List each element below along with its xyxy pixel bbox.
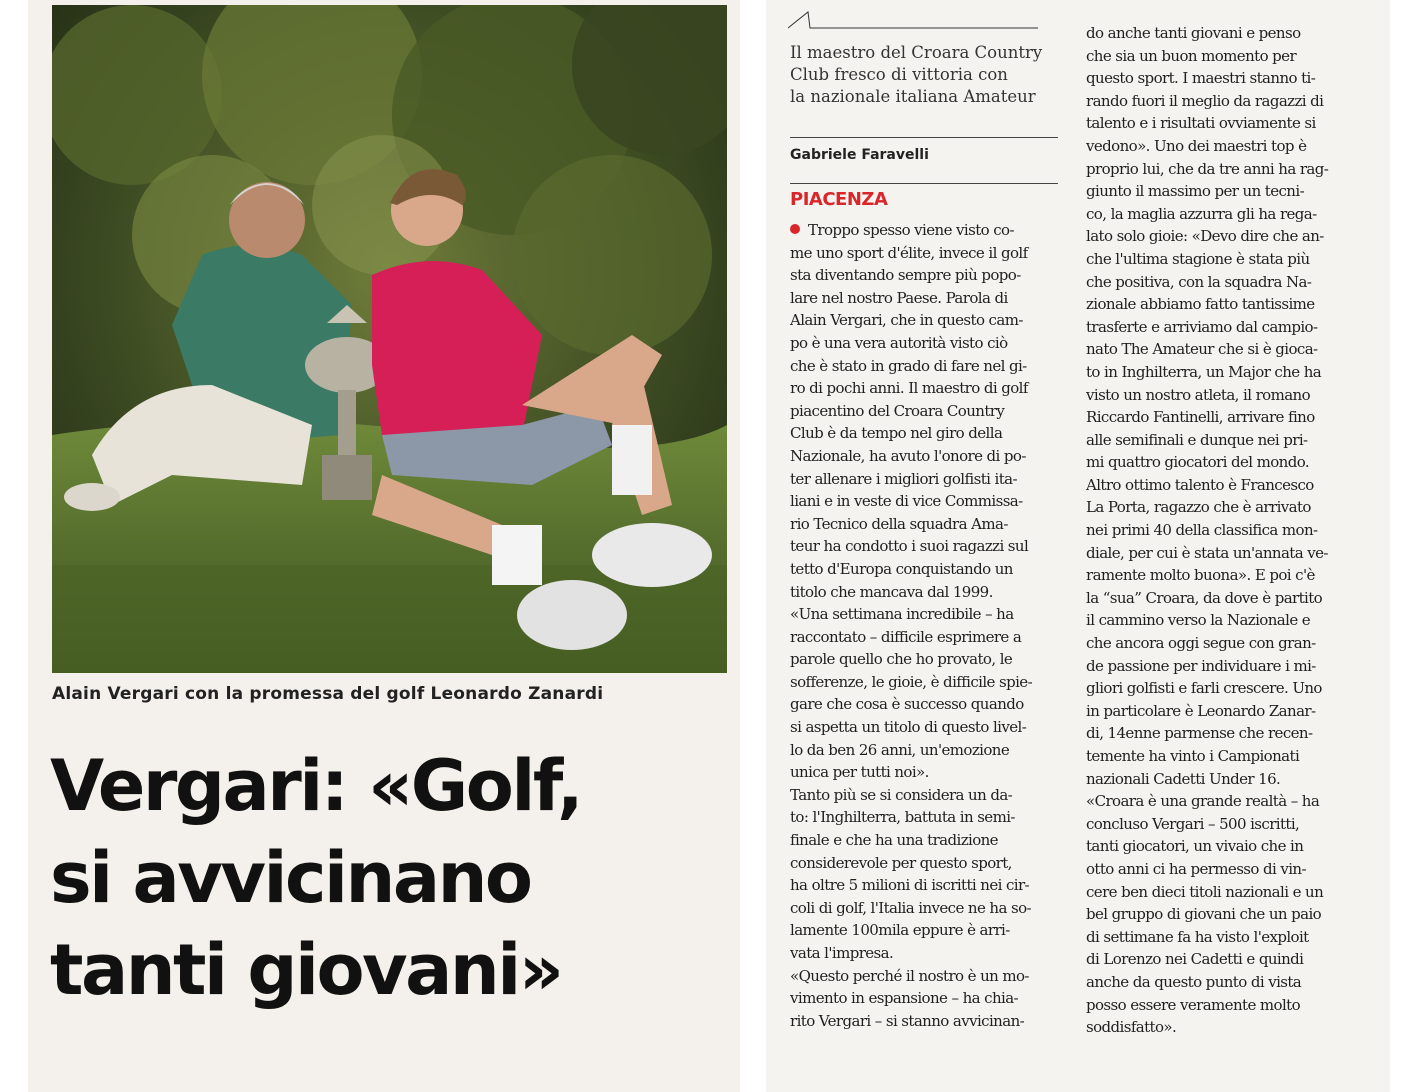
- text-line: [790, 965, 1065, 988]
- photo-caption: Alain Vergari con la promessa del golf Leonardo Zanardi: [52, 684, 604, 704]
- text-line: [1086, 700, 1366, 723]
- text-line: [790, 513, 1065, 536]
- text-line-content: proprio lui, che da tre anni ha rag-: [1086, 159, 1329, 178]
- text-line-content: lamente 100mila eppure è arri-: [790, 921, 1010, 940]
- text-line: [1086, 587, 1366, 610]
- text-line-content: diale, per cui è stata un'annata ve-: [1086, 543, 1328, 562]
- dateline: PIACENZA: [790, 189, 888, 210]
- text-line: [790, 287, 1065, 310]
- text-line-content: cere ben dieci titoli nazionali e un: [1086, 882, 1324, 901]
- text-line-content: lare nel nostro Paese. Parola di: [790, 288, 1008, 307]
- headline-line-1: Vergari: «Golf,: [50, 745, 582, 827]
- text-line-content: Nazionale, ha avuto l'onore di po-: [790, 446, 1026, 465]
- text-line-content: temente ha vinto i Campionati: [1086, 747, 1300, 765]
- text-line: [1086, 429, 1366, 452]
- text-line-content: liani e in veste di vice Commissa-: [790, 492, 1023, 511]
- text-line: [1086, 474, 1366, 497]
- text-line-content: che ancora oggi segue con gran-: [1086, 634, 1316, 653]
- text-line: [1086, 384, 1366, 407]
- text-line-content: La Porta, ragazzo che è arrivato: [1086, 498, 1311, 517]
- text-line: [1086, 881, 1366, 904]
- text-line: [1086, 768, 1366, 791]
- text-line-content: titolo che mancava dal 1999.: [790, 582, 993, 601]
- text-line-content: de passione per individuare i mi-: [1086, 656, 1316, 675]
- text-line-content: nazionali Cadetti Under 16.: [1086, 769, 1281, 788]
- text-line: [1086, 609, 1366, 632]
- text-line: [1086, 203, 1366, 226]
- text-line-content: tanti giocatori, un vivaio che in: [1086, 837, 1304, 856]
- text-line: [1086, 225, 1366, 248]
- text-line: [790, 355, 1065, 378]
- text-line: [1086, 677, 1366, 700]
- text-line: [790, 671, 1065, 694]
- text-line-content: vimento in espansione – ha chia-: [790, 989, 1019, 1008]
- article-subhead: [790, 42, 1060, 108]
- text-line: [790, 264, 1065, 287]
- text-line: [1086, 158, 1366, 181]
- text-line: [1086, 135, 1366, 158]
- text-line: [1086, 858, 1366, 881]
- text-line: [790, 829, 1065, 852]
- text-line-content: lo da ben 26 anni, un'emozione: [790, 740, 1010, 759]
- text-line-content: gliori golfisti e farli crescere. Uno: [1086, 679, 1322, 698]
- text-line-content: talento e i risultati ovviamente si: [1086, 114, 1316, 133]
- text-line-content: il cammino verso la Nazionale e: [1086, 611, 1311, 630]
- text-line-content: posso essere veramente molto: [1086, 995, 1301, 1014]
- text-line-content: questo sport. I maestri stanno ti-: [1086, 69, 1316, 88]
- divider-rule: [790, 137, 1058, 138]
- text-line-content: nei primi 40 della classifica mon-: [1086, 521, 1318, 540]
- text-line: [790, 806, 1065, 829]
- text-line-content: sta diventando sempre più popo-: [790, 266, 1021, 285]
- subhead-line-1: Il maestro del Croara Country: [790, 43, 1043, 62]
- text-line: [1086, 180, 1366, 203]
- text-line-content: po è una vera autorità visto ciò: [790, 333, 1008, 352]
- page-gutter: [748, 0, 766, 1092]
- text-line: [790, 761, 1065, 784]
- text-line: [1086, 745, 1366, 768]
- text-line-content: di, 14enne parmense che recen-: [1086, 724, 1313, 743]
- text-line: [790, 942, 1065, 965]
- text-line: [790, 1010, 1065, 1033]
- text-line-content: bel gruppo di giovani che un paio: [1086, 905, 1322, 924]
- article-column-2: [1086, 22, 1366, 1039]
- text-line: [790, 400, 1065, 423]
- text-line-content: che sia un buon momento per: [1086, 46, 1297, 65]
- top-rule-mark: [788, 8, 1038, 30]
- text-line-content: co, la maglia azzurra gli ha rega-: [1086, 204, 1317, 223]
- text-line-content: Altro ottimo talento è Francesco: [1086, 475, 1314, 494]
- text-line-content: otto anni ci ha permesso di vin-: [1086, 859, 1306, 878]
- text-line-content: in particolare è Leonardo Zanar-: [1086, 701, 1316, 720]
- text-line-content: finale e che ha una tradizione: [790, 831, 998, 850]
- text-line-content: di settimane fa ha visto l'exploit: [1086, 927, 1309, 946]
- text-line: [790, 490, 1065, 513]
- text-line-content: alle semifinali e dunque nei pri-: [1086, 430, 1308, 449]
- text-line: [1086, 564, 1366, 587]
- text-line: [1086, 90, 1366, 113]
- text-line: [790, 558, 1065, 581]
- text-line-content: di Lorenzo nei Cadetti e quindi: [1086, 950, 1304, 969]
- text-line-content: ramente molto buona». E poi c'è: [1086, 566, 1315, 585]
- text-line: [790, 739, 1065, 762]
- text-line-content: trasferte e arriviamo dal campio-: [1086, 317, 1318, 336]
- text-line-content: si aspetta un titolo di questo livel-: [790, 718, 1027, 737]
- text-line: [790, 242, 1065, 265]
- text-line: [1086, 451, 1366, 474]
- text-line: [1086, 519, 1366, 542]
- text-line: [1086, 926, 1366, 949]
- text-line: [790, 468, 1065, 491]
- text-line-content: Alain Vergari, che in questo cam-: [790, 311, 1023, 330]
- bullet-icon: [790, 224, 800, 234]
- text-line-content: che positiva, con la squadra Na-: [1086, 272, 1312, 291]
- text-line-content: vata l'impresa.: [790, 944, 894, 962]
- text-line-content: «Una settimana incredibile – ha: [790, 605, 1014, 624]
- subhead-line-2: Club fresco di vittoria con: [790, 65, 1008, 84]
- text-line-content: parole quello che ho provato, le: [790, 650, 1013, 669]
- text-line-content: anche da questo punto di vista: [1086, 972, 1302, 991]
- text-line: [1086, 45, 1366, 68]
- text-line-content: visto un nostro atleta, il romano: [1086, 385, 1311, 404]
- text-line-content: do anche tanti giovani e penso: [1086, 24, 1301, 42]
- text-line-content: ro di pochi anni. Il maestro di golf: [790, 379, 1028, 398]
- text-line-content: lato solo gioie: «Devo dire che an-: [1086, 227, 1324, 246]
- article-headline: [50, 740, 740, 1016]
- text-line: [790, 626, 1065, 649]
- text-line-content: piacentino del Croara Country: [790, 401, 1005, 420]
- text-line: [1086, 293, 1366, 316]
- text-line-content: soddisfatto».: [1086, 1018, 1177, 1037]
- text-line-content: Tanto più se si considera un da-: [790, 785, 1013, 804]
- text-line-content: me uno sport d'élite, invece il golf: [790, 243, 1028, 262]
- text-line-content: gare che cosa è successo quando: [790, 695, 1024, 714]
- text-line: [790, 309, 1065, 332]
- text-line: [1086, 112, 1366, 135]
- text-line: [1086, 316, 1366, 339]
- text-line-content: Troppo spesso viene visto co-: [808, 221, 1014, 239]
- text-line-content: ha oltre 5 milioni di iscritti nei cir-: [790, 876, 1030, 895]
- text-line-content: considerevole per questo sport,: [790, 853, 1012, 872]
- text-line: [1086, 994, 1366, 1017]
- text-line: [1086, 67, 1366, 90]
- text-line-content: tetto d'Europa conquistando un: [790, 559, 1013, 578]
- byline: Gabriele Faravelli: [790, 147, 929, 163]
- text-line: [1086, 948, 1366, 971]
- text-line: [790, 535, 1065, 558]
- text-line: [790, 919, 1065, 942]
- text-line: [1086, 542, 1366, 565]
- text-line: [790, 987, 1065, 1010]
- article-column-1: [790, 219, 1065, 1032]
- text-line-content: la “sua” Croara, da dove è partito: [1086, 588, 1323, 607]
- text-line-content: «Questo perché il nostro è un mo-: [790, 966, 1029, 985]
- text-line: [790, 648, 1065, 671]
- headline-line-2: si avvicinano: [50, 837, 531, 919]
- text-line: [1086, 722, 1366, 745]
- text-line: [790, 332, 1065, 355]
- text-line: [1086, 790, 1366, 813]
- text-line: [790, 784, 1065, 807]
- text-line-content: che è stato in grado di fare nel gi-: [790, 356, 1027, 375]
- text-line: [1086, 1016, 1366, 1039]
- text-line: [1086, 632, 1366, 655]
- divider-rule: [790, 183, 1058, 184]
- text-line-content: che l'ultima stagione è stata più: [1086, 249, 1310, 268]
- subhead-line-3: la nazionale italiana Amateur: [790, 87, 1036, 106]
- text-line-content: to: l'Inghilterra, battuta in semi-: [790, 808, 1015, 827]
- text-line: [790, 897, 1065, 920]
- headline-line-3: tanti giovani»: [50, 929, 562, 1011]
- text-line: [790, 693, 1065, 716]
- text-line-content: zionale abbiamo fatto tantissime: [1086, 295, 1315, 314]
- text-line-content: coli di golf, l'Italia invece ne ha so-: [790, 898, 1031, 917]
- text-line-content: nato The Amateur che si è gioca-: [1086, 340, 1318, 359]
- text-line-content: vedono». Uno dei maestri top è: [1086, 136, 1307, 155]
- text-line-content: raccontato – difficile esprimere a: [790, 627, 1022, 646]
- text-line-content: concluso Vergari – 500 iscritti,: [1086, 814, 1300, 833]
- text-line: [790, 377, 1065, 400]
- text-line-content: mi quattro giocatori del mondo.: [1086, 453, 1310, 472]
- text-line: [790, 852, 1065, 875]
- text-line-content: rio Tecnico della squadra Ama-: [790, 514, 1008, 533]
- article-photo: [52, 5, 727, 673]
- text-line: [1086, 835, 1366, 858]
- text-line: [1086, 271, 1366, 294]
- text-line-content: sofferenze, le gioie, è difficile spie-: [790, 672, 1033, 691]
- text-line: [1086, 338, 1366, 361]
- text-line: [790, 445, 1065, 468]
- text-line-content: giunto il massimo per un tecni-: [1086, 182, 1305, 201]
- text-line: [1086, 248, 1366, 271]
- text-line-content: rito Vergari – si stanno avvicinan-: [790, 1011, 1025, 1030]
- text-line-content: teur ha condotto i suoi ragazzi sul: [790, 537, 1029, 556]
- text-line: [1086, 813, 1366, 836]
- text-line: [790, 874, 1065, 897]
- text-line-content: «Croara è una grande realtà – ha: [1086, 792, 1320, 811]
- text-line: [790, 219, 1065, 242]
- text-line-content: Riccardo Fantinelli, arrivare fino: [1086, 408, 1315, 427]
- text-line-content: to in Inghilterra, un Major che ha: [1086, 362, 1322, 381]
- text-line: [1086, 971, 1366, 994]
- text-line-content: Club è da tempo nel giro della: [790, 424, 1003, 443]
- text-line: [1086, 22, 1366, 45]
- text-line-content: ter allenare i migliori golfisti ita-: [790, 469, 1017, 488]
- photo-illustration: [52, 5, 727, 673]
- text-line: [790, 581, 1065, 604]
- text-line: [1086, 361, 1366, 384]
- text-line: [1086, 655, 1366, 678]
- text-line-content: rando fuori il meglio da ragazzi di: [1086, 91, 1324, 110]
- text-line-content: unica per tutti noi».: [790, 763, 929, 782]
- text-line: [1086, 903, 1366, 926]
- text-line: [1086, 496, 1366, 519]
- text-line: [790, 422, 1065, 445]
- text-line: [790, 603, 1065, 626]
- text-line: [1086, 406, 1366, 429]
- text-line: [790, 716, 1065, 739]
